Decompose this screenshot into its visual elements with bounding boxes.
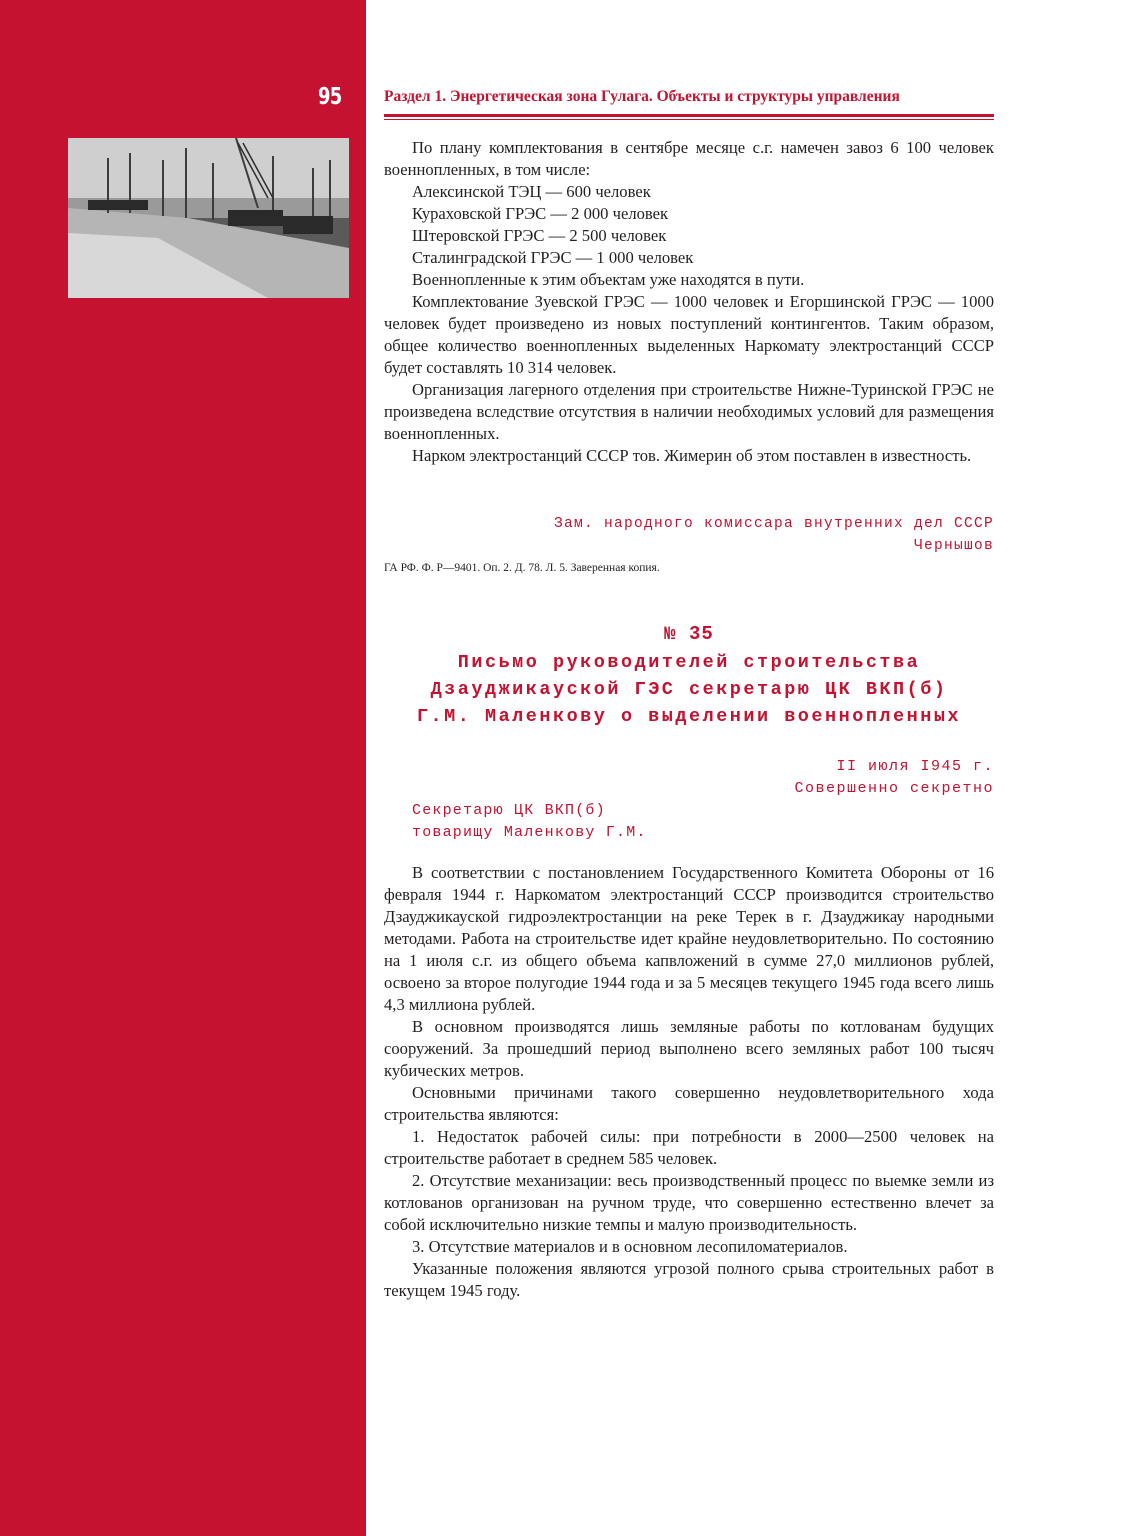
page-number: 95: [318, 84, 342, 110]
source-reference: ГА РФ. Ф. Р—9401. Оп. 2. Д. 78. Л. 5. Заверенная копия.: [384, 562, 660, 574]
document-date: II июля I945 г.: [836, 758, 994, 775]
paragraph: По плану комплектования в сентябре месяце с.г. намечен завоз 6 100 человек военнопленных, в том числе:: [384, 138, 994, 179]
signature-block: [384, 513, 994, 557]
paragraph: 3. Отсутствие материалов и в основном лесопиломатериалов.: [412, 1237, 848, 1256]
signature-position: Зам. народного комиссара внутренних дел СССР: [553, 516, 994, 532]
paragraph: 2. Отсутствие механизации: весь производственный процесс по выемке земли из котлованов организован на ручном труде, что совершенно естественно влечет за собой исключительно низкие темпы и малую производительность.: [384, 1171, 994, 1234]
document-title-line: Письмо руководителей строительства: [457, 652, 921, 673]
addressee-block: [412, 800, 912, 844]
signature-name: Чернышов: [913, 538, 994, 554]
running-header: Раздел 1. Энергетическая зона Гулага. Объекты и структуры управления: [384, 88, 900, 105]
paragraph: В основном производятся лишь земляные работы по котлованам будущих сооружений. За прошедший период выполнено всего земляных работ 100 тысяч кубических метров.: [384, 1017, 994, 1080]
list-item: Кураховской ГРЭС — 2 000 человек: [412, 204, 669, 223]
construction-site-photo: [68, 138, 349, 298]
header-rule: [384, 114, 994, 117]
document-date-block: [384, 756, 994, 800]
paragraph: Военнопленные к этим объектам уже находятся в пути.: [412, 270, 805, 289]
list-item: Алексинской ТЭЦ — 600 человек: [412, 182, 651, 201]
photo-illustration: [68, 138, 349, 298]
document-title-line: Дзауджикауской ГЭС секретарю ЦК ВКП(б): [430, 679, 948, 700]
header-rule-thin: [384, 119, 994, 120]
paragraph: Нарком электростанций СССР тов. Жимерин об этом поставлен в известность.: [412, 446, 972, 465]
paragraph: Указанные положения являются угрозой полного срыва строительных работ в текущем 1945 году.: [384, 1259, 994, 1300]
section2-text: [384, 862, 994, 1302]
paragraph: Основными причинами такого совершенно неудовлетворительного хода строительства являются:: [384, 1083, 994, 1124]
document-title-line: Г.М. Маленкову о выделении военнопленных: [416, 706, 962, 727]
paragraph: В соответствии с постановлением Государственного Комитета Обороны от 16 февраля 1944 г. Наркоматом электростанций СССР производится строительство Дзауджикауской гидроэлектростанции на реке Терек в г. Дзауджикау народными методами. Работа на строительстве идет крайне неудовлетворительно. По состоянию на 1 июля с.г. из общего объема капвложений в сумме 27,0 миллионов рублей, освоено за второе полугодие 1944 года и за 5 месяцев текущего 1945 года всего лишь 4,3 миллиона рублей.: [384, 863, 994, 1014]
document-title: [384, 649, 994, 730]
paragraph: Организация лагерного отделения при строительстве Нижне-Туринской ГРЭС не произведена вследствие отсутствия в наличии необходимых условий для размещения военнопленных.: [384, 380, 994, 443]
addressee-line: Секретарю ЦК ВКП(б): [412, 802, 606, 819]
paragraph: 1. Недостаток рабочей силы: при потребности в 2000—2500 человек на строительстве работает в среднем 585 человек.: [384, 1127, 994, 1168]
classification-label: Совершенно секретно: [794, 780, 994, 797]
document-number: № 35: [664, 623, 714, 645]
section1-text: [384, 137, 994, 467]
list-item: Штеровской ГРЭС — 2 500 человек: [412, 226, 667, 245]
paragraph: Комплектование Зуевской ГРЭС — 1000 человек и Егоршинской ГРЭС — 1000 человек будет произведено из новых поступлений контингентов. Таким образом, общее количество военнопленных выделенных Наркомату электростанций СССР будет составлять 10 314 человек.: [384, 292, 994, 377]
list-item: Сталинградской ГРЭС — 1 000 человек: [412, 248, 694, 267]
addressee-line: товарищу Маленкову Г.М.: [412, 824, 647, 841]
